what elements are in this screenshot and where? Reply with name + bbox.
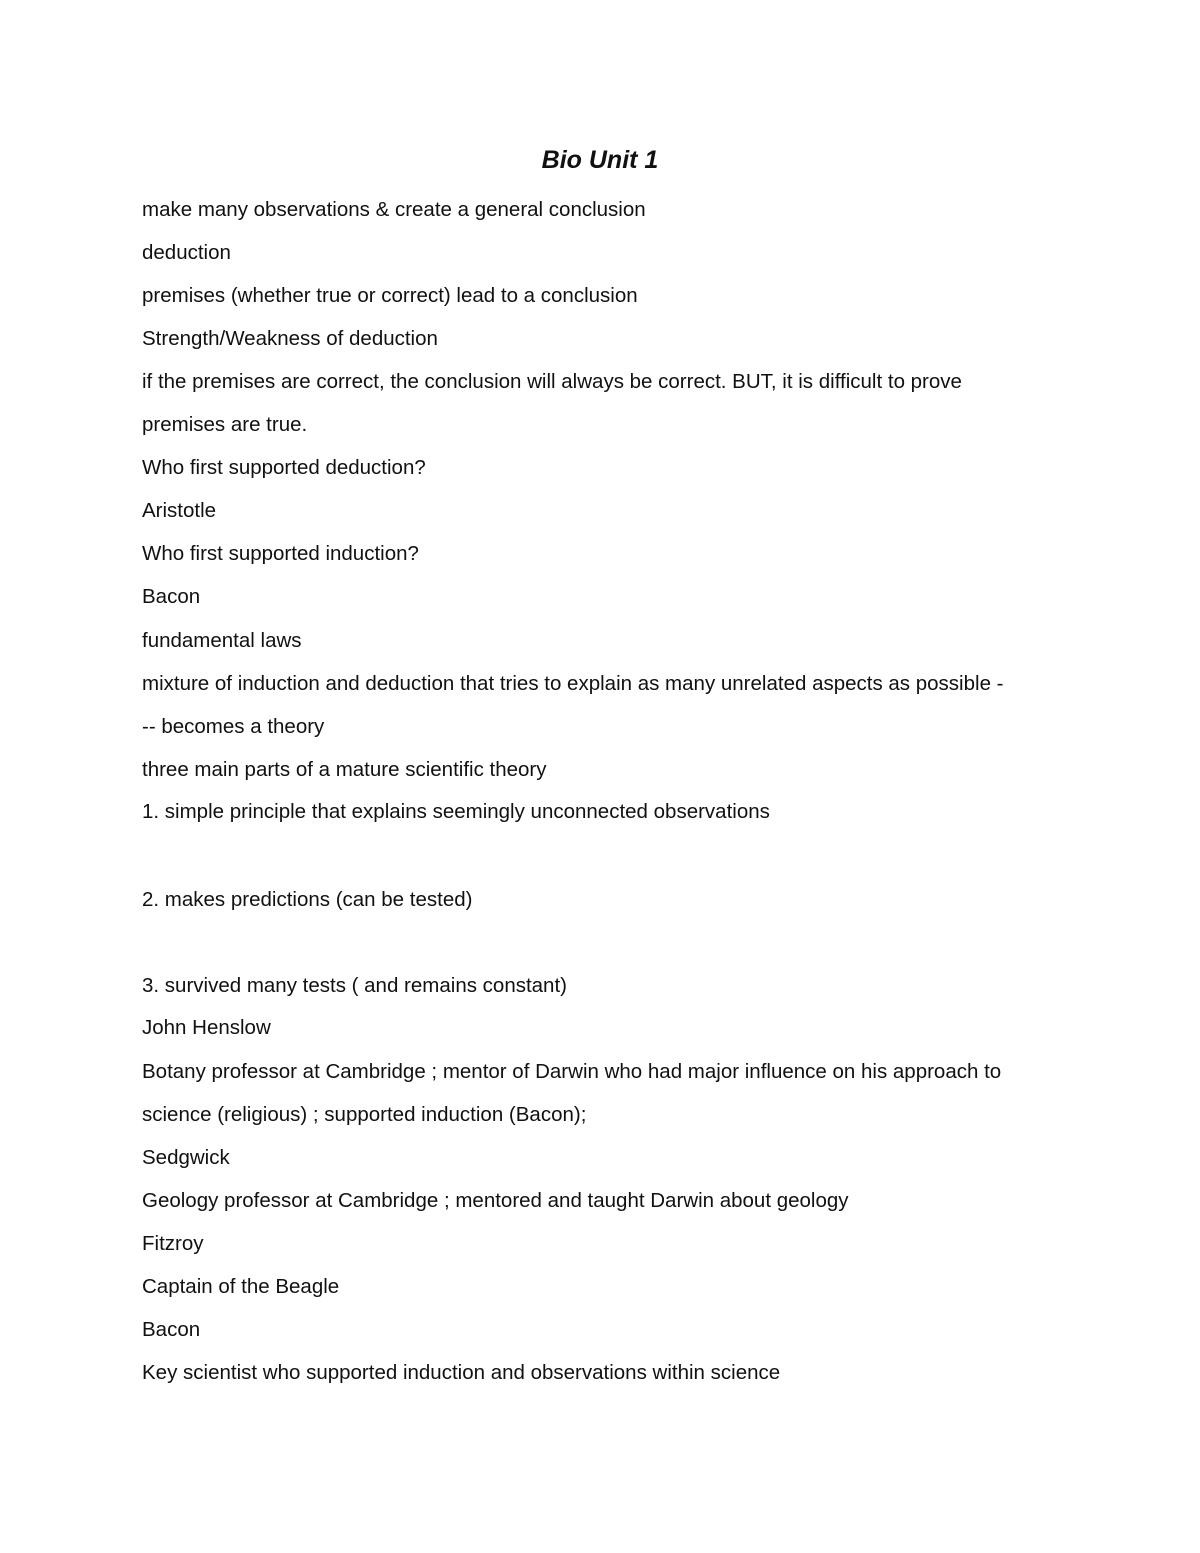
text-line: three main parts of a mature scientific theory (142, 758, 547, 781)
text-line: Strength/Weakness of deduction (142, 327, 438, 350)
text-line: Key scientist who supported induction and observations within science (142, 1361, 781, 1384)
text-line: make many observations & create a general conclusion (142, 198, 646, 221)
text-line: 2. makes predictions (can be tested) (142, 888, 473, 911)
text-line: if the premises are correct, the conclusion will always be correct. BUT, it is difficult to prove (142, 370, 962, 393)
document-title: Bio Unit 1 (541, 146, 659, 174)
text-line: science (religious) ; supported induction (Bacon); (142, 1103, 587, 1126)
text-line: premises are true. (142, 413, 308, 436)
text-line: Bacon (142, 585, 201, 608)
text-line: 1. simple principle that explains seemingly unconnected observations (142, 800, 770, 823)
text-line: fundamental laws (142, 629, 302, 652)
text-line: Sedgwick (142, 1146, 230, 1169)
text-line: Aristotle (142, 499, 217, 522)
text-line: Captain of the Beagle (142, 1275, 340, 1298)
text-line: Botany professor at Cambridge ; mentor of Darwin who had major influence on his approach to (142, 1060, 1002, 1083)
text-line: Bacon (142, 1318, 201, 1341)
text-line: John Henslow (142, 1016, 271, 1039)
text-line: Who first supported deduction? (142, 456, 426, 479)
text-line: Geology professor at Cambridge ; mentored and taught Darwin about geology (142, 1189, 849, 1212)
text-line: deduction (142, 241, 231, 264)
text-line: Who first supported induction? (142, 542, 419, 565)
text-line: Fitzroy (142, 1232, 204, 1255)
text-line: -- becomes a theory (142, 715, 325, 738)
text-line: premises (whether true or correct) lead to a conclusion (142, 284, 638, 307)
text-line: mixture of induction and deduction that tries to explain as many unrelated aspects as possible - (142, 672, 1004, 695)
text-line: 3. survived many tests ( and remains constant) (142, 974, 567, 997)
